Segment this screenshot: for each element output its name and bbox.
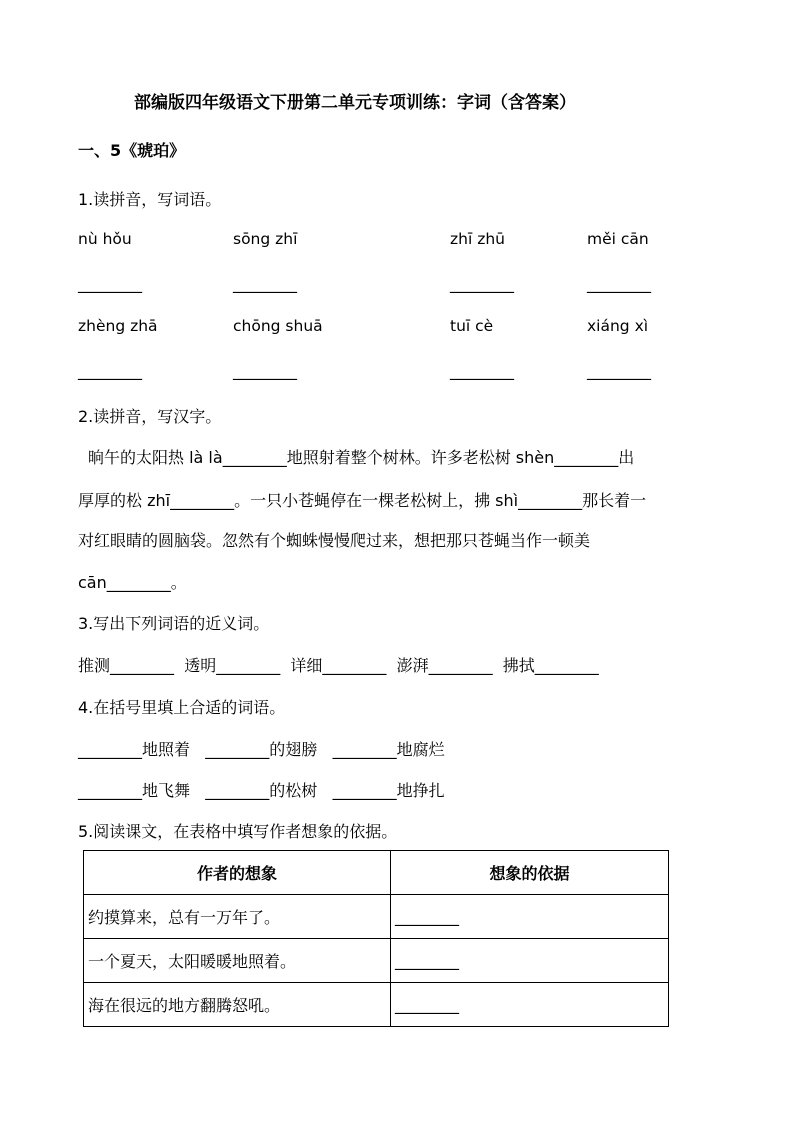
- passage-text: 地照射着整个树林。许多老松树 shèn: [286, 448, 555, 467]
- answer-blank[interactable]: ________: [78, 740, 142, 759]
- answer-blank[interactable]: ________: [391, 895, 669, 939]
- synonym-word: 透明: [184, 656, 217, 675]
- pinyin-item: zhèng zhā: [78, 317, 158, 335]
- synonym-word: 澎湃: [396, 656, 429, 675]
- question-3-prompt: 3.写出下列词语的近义词。: [78, 614, 270, 633]
- answer-blank[interactable]: ________: [450, 274, 514, 293]
- table-cell: 海在很远的地方翻腾怒吼。: [84, 983, 391, 1027]
- page-title: 部编版四年级语文下册第二单元专项训练：字词（含答案）: [134, 93, 576, 113]
- passage-text: 。: [170, 573, 187, 592]
- synonym-word: 拂拭: [502, 656, 535, 675]
- answer-blank[interactable]: ________: [391, 939, 669, 983]
- answer-blank[interactable]: ________: [78, 361, 142, 380]
- answer-blank[interactable]: ________: [391, 983, 669, 1027]
- passage-text: 那长着一: [582, 491, 647, 510]
- table-header: 想象的依据: [391, 851, 669, 895]
- question-5-prompt: 5.阅读课文，在表格中填写作者想象的依据。: [78, 822, 398, 841]
- question-1-prompt: 1.读拼音，写词语。: [78, 190, 222, 209]
- answer-blank[interactable]: ________: [587, 361, 651, 380]
- pinyin-item: xiáng xì: [587, 317, 649, 335]
- table-row: [84, 895, 669, 939]
- table-row: [84, 939, 669, 983]
- fill-word: 的翅膀: [269, 740, 318, 759]
- fill-word: 地飞舞: [142, 781, 191, 800]
- answer-blank[interactable]: ________: [450, 361, 514, 380]
- fill-row: [78, 778, 445, 801]
- fill-word: 地照着: [142, 740, 191, 759]
- synonym-word: 详细: [290, 656, 323, 675]
- passage-text: 晌午的太阳热 là là: [88, 448, 223, 467]
- answer-blank[interactable]: ________: [554, 448, 619, 467]
- answer-blank[interactable]: ________: [106, 573, 171, 592]
- answer-blank[interactable]: ________: [216, 656, 281, 675]
- synonym-row: [78, 653, 599, 676]
- answer-blank[interactable]: ________: [222, 448, 287, 467]
- table-cell: 一个夏天，太阳暖暖地照着。: [84, 939, 391, 983]
- question-2-prompt: 2.读拼音，写汉字。: [78, 407, 222, 426]
- passage-text: 厚厚的松 zhī: [78, 491, 171, 510]
- passage-text: 。一只小苍蝇停在一棵老松树上，拂 shì: [234, 491, 519, 510]
- answer-blank[interactable]: ________: [428, 656, 493, 675]
- answer-blank[interactable]: ________: [233, 274, 297, 293]
- answer-blank[interactable]: ________: [78, 781, 142, 800]
- answer-blank[interactable]: ________: [205, 781, 270, 800]
- answer-blank[interactable]: ________: [205, 740, 270, 759]
- table-header: 作者的想象: [84, 851, 391, 895]
- pinyin-item: zhī zhū: [450, 230, 505, 248]
- answer-blank[interactable]: ________: [233, 361, 297, 380]
- answer-blank[interactable]: ________: [332, 781, 397, 800]
- passage-line-3: 对红眼睛的圆脑袋。忽然有个蜘蛛慢慢爬过来，想把那只苍蝇当作一顿美: [78, 531, 591, 550]
- table-header-row: [84, 851, 669, 895]
- table-row: [84, 983, 669, 1027]
- answer-blank[interactable]: ________: [534, 656, 599, 675]
- synonym-word: 推测: [78, 656, 111, 675]
- table-cell: 约摸算来，总有一万年了。: [84, 895, 391, 939]
- answer-blank[interactable]: ________: [110, 656, 175, 675]
- passage-line-2: [78, 488, 646, 511]
- pinyin-item: chōng shuā: [233, 317, 323, 335]
- fill-word: 的松树: [269, 781, 318, 800]
- answer-blank[interactable]: ________: [518, 491, 583, 510]
- passage-line-4: [78, 570, 187, 593]
- fill-word: 地挣扎: [396, 781, 445, 800]
- section-heading: 一、5《琥珀》: [78, 141, 186, 160]
- passage-text: cān: [78, 573, 107, 592]
- pinyin-item: tuī cè: [450, 317, 494, 335]
- passage-line-1: [88, 445, 634, 468]
- answer-blank[interactable]: ________: [170, 491, 235, 510]
- pinyin-item: nù hǒu: [78, 230, 132, 248]
- answer-blank[interactable]: ________: [78, 274, 142, 293]
- pinyin-item: sōng zhī: [233, 230, 298, 248]
- fill-word: 地腐烂: [396, 740, 445, 759]
- fill-row: [78, 737, 445, 760]
- answer-blank[interactable]: ________: [587, 274, 651, 293]
- answer-blank[interactable]: ________: [322, 656, 387, 675]
- imagination-table: [83, 850, 669, 1027]
- pinyin-item: měi cān: [587, 230, 649, 248]
- question-4-prompt: 4.在括号里填上合适的词语。: [78, 698, 286, 717]
- answer-blank[interactable]: ________: [332, 740, 397, 759]
- passage-text: 出: [618, 448, 635, 467]
